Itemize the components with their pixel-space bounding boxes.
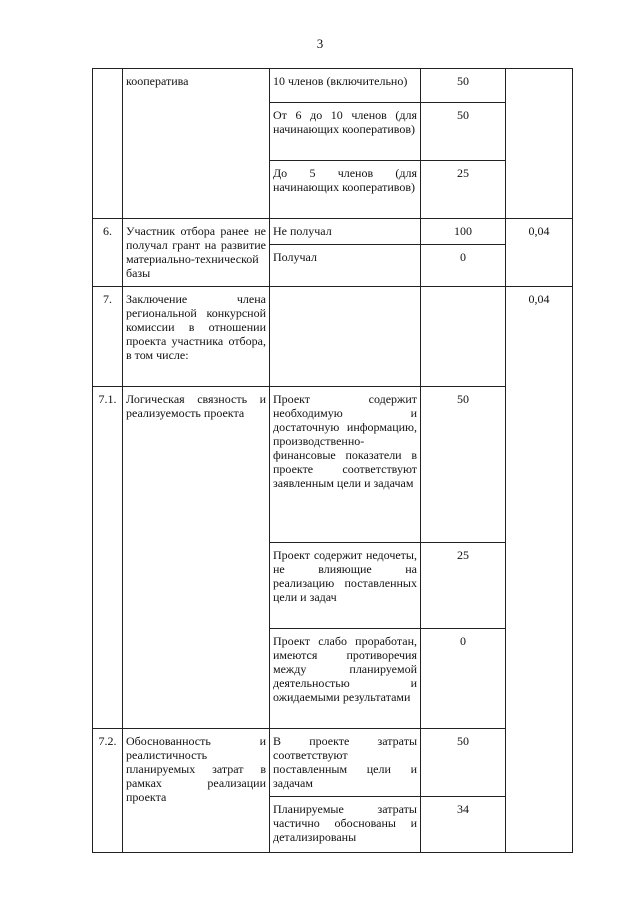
criterion-value [270,287,421,387]
criterion-value: Проект содержит недочеты, не влияющие на реализацию поставленных цели и задач [270,543,421,629]
criterion-value: 10 членов (включительно) [270,69,421,103]
criterion-score: 25 [421,161,506,219]
criterion-score: 34 [421,797,506,853]
criterion-value: Проект слабо проработан, имеются противоречия между планируемой деятельностью и ожидаемыми результатами [270,629,421,729]
criterion-number: 7.1. [93,387,123,729]
criterion-value: В проекте затраты соответствуют поставленным цели и задачам [270,729,421,797]
criterion-number [93,69,123,219]
criterion-weight: 0,04 [506,287,573,853]
criterion-score: 50 [421,103,506,161]
table-row [93,729,573,797]
criterion-score: 0 [421,245,506,287]
criterion-score: 25 [421,543,506,629]
table-row [93,219,573,245]
criterion-name: Обоснованность и реалистичность планируемых затрат в рамках реализации проекта [123,729,270,853]
criterion-value: От 6 до 10 членов (для начинающих кооперативов) [270,103,421,161]
page-number: 3 [316,36,324,51]
criterion-score: 50 [421,387,506,543]
criterion-weight [506,69,573,219]
criterion-score: 50 [421,69,506,103]
criterion-number: 7.2. [93,729,123,853]
criterion-score: 0 [421,629,506,729]
criterion-name: Логическая связность и реализуемость проекта [123,387,270,729]
table-row [93,287,573,387]
criterion-value: До 5 членов (для начинающих кооперативов) [270,161,421,219]
criterion-score [421,287,506,387]
criterion-weight: 0,04 [506,219,573,287]
criterion-score: 100 [421,219,506,245]
criterion-number: 6. [93,219,123,287]
table-row [93,387,573,543]
criterion-name: Заключение члена региональной конкурсной комиссии в отношении проекта участника отбора, в том числе: [123,287,270,387]
criterion-value: Получал [270,245,421,287]
table-row [93,69,573,103]
criterion-name: Участник отбора ранее не получал грант на развитие материально-технической базы [123,219,270,287]
criterion-value: Планируемые затраты частично обоснованы и детализированы [270,797,421,853]
criterion-name: кооператива [123,69,270,219]
criterion-number: 7. [93,287,123,387]
criterion-score: 50 [421,729,506,797]
criterion-value: Проект содержит необходимую и достаточную информацию, производственно-финансовые показатели в проекте соответствуют заявленным цели и задачам [270,387,421,543]
criterion-value: Не получал [270,219,421,245]
criteria-table [92,68,573,853]
